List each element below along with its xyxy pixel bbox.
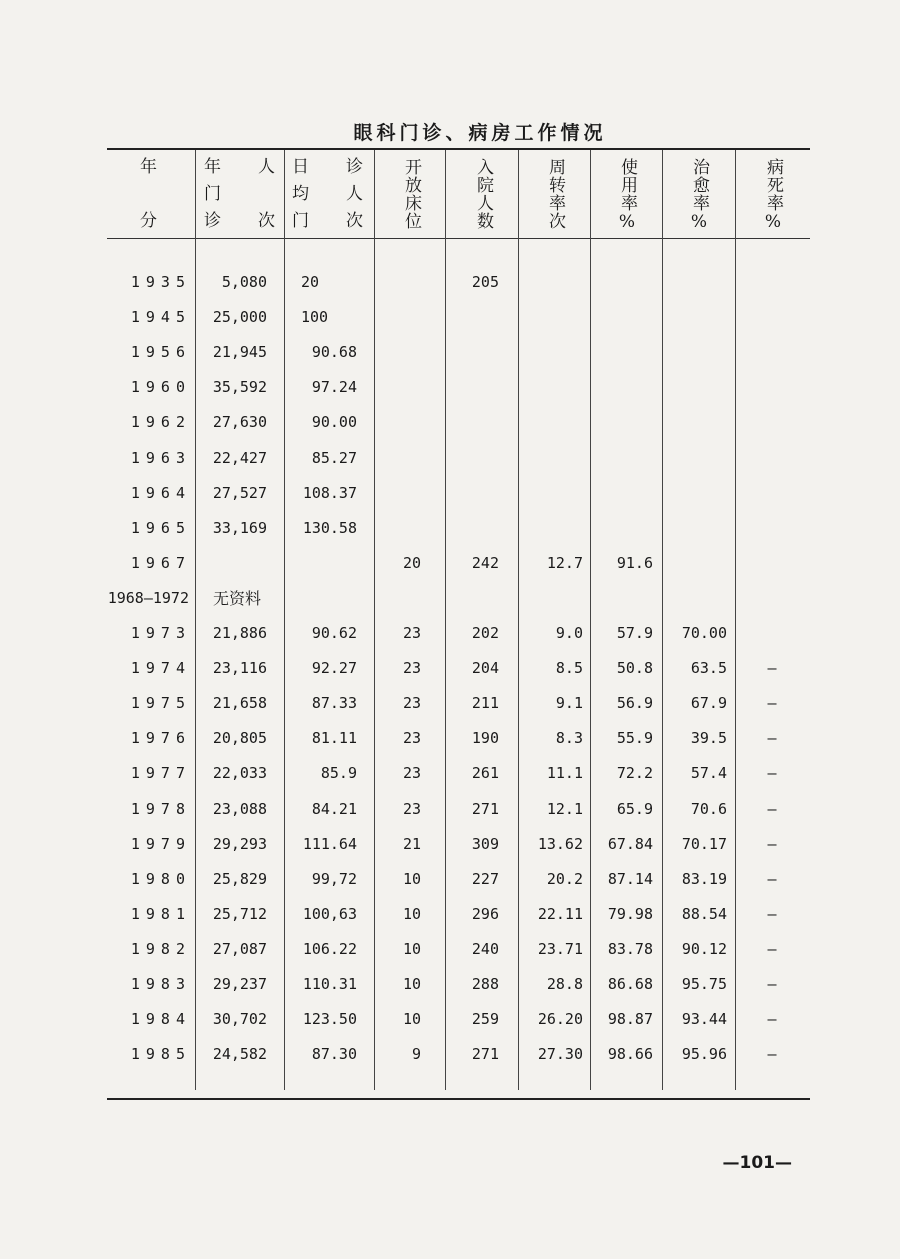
row-year: 1945 <box>130 308 191 327</box>
row-admissions <box>447 476 499 511</box>
table-row <box>107 721 810 756</box>
row-annual-outpatient: 无资料 <box>213 588 262 608</box>
row-year: 1983 <box>130 975 191 993</box>
row-admissions: 211 <box>471 694 499 713</box>
row-daily-outpatient: 106.22 <box>302 939 357 958</box>
row-cure: 70.6 <box>690 799 727 818</box>
table-row <box>107 581 810 616</box>
row-turnover <box>517 370 583 405</box>
row-admissions <box>447 441 499 476</box>
table-row <box>107 546 810 581</box>
row-death: — <box>767 799 777 818</box>
row-annual-outpatient: 20,805 <box>212 729 267 748</box>
row-death <box>757 476 787 511</box>
table-row <box>107 686 810 721</box>
table-row <box>107 300 810 335</box>
row-year: 1977 <box>130 764 191 783</box>
row-year: 1982 <box>130 939 191 958</box>
row-annual-outpatient: 35,592 <box>212 378 267 397</box>
row-open-beds: 23 <box>402 659 421 678</box>
row-annual-outpatient <box>199 546 267 581</box>
row-open-beds: 23 <box>402 694 421 713</box>
row-year: 1984 <box>130 1010 191 1029</box>
row-open-beds: 10 <box>402 869 421 888</box>
table-row <box>107 335 810 370</box>
row-year: 1974 <box>130 659 191 678</box>
row-daily-outpatient: 87.33 <box>311 694 357 713</box>
row-turnover <box>517 441 583 476</box>
row-year: 1976 <box>130 729 191 748</box>
row-usage: 50.8 <box>616 659 653 678</box>
row-year: 1979 <box>130 834 191 853</box>
table-row <box>107 967 810 1002</box>
row-usage <box>593 441 653 476</box>
row-annual-outpatient: 5,080 <box>221 273 267 291</box>
row-turnover: 11.1 <box>546 764 583 783</box>
row-cure <box>663 581 727 616</box>
row-open-beds <box>377 335 421 370</box>
row-year: 1978 <box>130 799 191 818</box>
row-annual-outpatient: 21,945 <box>212 343 267 362</box>
row-turnover: 9.0 <box>555 624 583 642</box>
row-usage: 79.98 <box>607 904 653 923</box>
row-cure <box>663 441 727 476</box>
row-cure <box>663 335 727 370</box>
table-row <box>107 265 810 300</box>
row-year: 1973 <box>130 624 191 642</box>
header-char: 次 <box>258 211 275 231</box>
row-annual-outpatient: 23,088 <box>212 799 267 818</box>
header-open-beds: 开放床位 <box>401 158 421 230</box>
row-daily-outpatient: 108.37 <box>302 483 357 502</box>
table-row <box>107 827 810 862</box>
row-cure: 95.96 <box>681 1045 727 1064</box>
row-cure: 70.00 <box>681 624 727 642</box>
row-year: 1967 <box>130 553 191 572</box>
row-turnover <box>517 405 583 440</box>
header-year-top: 年 <box>140 157 157 177</box>
row-year: 1981 <box>130 904 191 923</box>
row-open-beds: 23 <box>402 799 421 818</box>
row-usage: 86.68 <box>607 975 653 993</box>
row-admissions: 271 <box>471 1045 499 1064</box>
row-daily-outpatient: 92.27 <box>311 659 357 678</box>
row-death: — <box>767 975 777 993</box>
row-annual-outpatient: 27,527 <box>212 483 267 502</box>
row-open-beds <box>377 370 421 405</box>
row-usage <box>593 581 653 616</box>
row-usage <box>593 335 653 370</box>
row-annual-outpatient: 24,582 <box>212 1045 267 1064</box>
row-turnover: 9.1 <box>555 694 583 713</box>
row-open-beds: 23 <box>402 624 421 642</box>
row-daily-outpatient: 90.62 <box>311 624 357 642</box>
row-death <box>757 370 787 405</box>
row-cure <box>663 511 727 546</box>
row-usage <box>593 405 653 440</box>
row-admissions <box>447 581 499 616</box>
row-admissions: 205 <box>471 273 499 291</box>
row-turnover: 28.8 <box>546 975 583 993</box>
row-year: 1980 <box>130 869 191 888</box>
row-daily-outpatient: 99,72 <box>311 869 357 888</box>
row-death: — <box>767 834 777 853</box>
row-year: 1963 <box>130 448 191 467</box>
row-cure: 95.75 <box>681 975 727 993</box>
row-annual-outpatient: 25,000 <box>212 308 267 327</box>
row-turnover: 23.71 <box>537 939 583 958</box>
row-daily-outpatient: 100,63 <box>302 904 357 923</box>
row-usage: 98.87 <box>607 1010 653 1029</box>
row-daily-outpatient: 123.50 <box>302 1010 357 1029</box>
row-admissions: 240 <box>471 939 499 958</box>
row-death <box>757 441 787 476</box>
row-cure: 70.17 <box>681 834 727 853</box>
row-usage <box>593 511 653 546</box>
row-death <box>757 300 787 335</box>
row-admissions: 271 <box>471 799 499 818</box>
header-char: 诊 <box>346 157 363 177</box>
header-char: 人 <box>258 157 275 177</box>
page-title: 眼科门诊、病房工作情况 <box>353 122 607 144</box>
row-usage: 83.78 <box>607 939 653 958</box>
row-daily-outpatient: 111.64 <box>302 834 357 853</box>
row-daily-outpatient: 20 <box>301 273 320 291</box>
row-cure <box>663 300 727 335</box>
row-admissions: 259 <box>471 1010 499 1029</box>
row-cure <box>663 370 727 405</box>
row-turnover <box>517 335 583 370</box>
header-turnover: 周转率次 <box>545 158 565 230</box>
row-daily-outpatient: 100 <box>301 308 329 327</box>
table-row <box>107 511 810 546</box>
row-turnover <box>517 265 583 300</box>
row-usage: 72.2 <box>616 764 653 783</box>
row-usage: 91.6 <box>616 553 653 572</box>
row-open-beds <box>377 405 421 440</box>
header-char: 门 <box>204 184 221 204</box>
row-annual-outpatient: 21,658 <box>212 694 267 713</box>
row-admissions: 309 <box>471 834 499 853</box>
row-turnover: 26.20 <box>537 1010 583 1029</box>
row-daily-outpatient: 130.58 <box>302 518 357 537</box>
row-death <box>757 405 787 440</box>
row-daily-outpatient: 90.68 <box>311 343 357 362</box>
row-daily-outpatient <box>287 581 357 616</box>
row-cure: 57.4 <box>690 764 727 783</box>
row-admissions: 261 <box>471 764 499 783</box>
header-char: 均 <box>292 184 309 204</box>
row-turnover: 8.5 <box>555 659 583 678</box>
row-open-beds <box>377 300 421 335</box>
row-turnover <box>517 300 583 335</box>
row-turnover: 13.62 <box>537 834 583 853</box>
row-death: — <box>767 869 777 888</box>
row-open-beds <box>377 581 421 616</box>
row-turnover: 27.30 <box>537 1045 583 1064</box>
row-admissions: 202 <box>471 624 499 642</box>
row-annual-outpatient: 22,033 <box>212 764 267 783</box>
row-turnover <box>517 581 583 616</box>
row-turnover: 22.11 <box>537 904 583 923</box>
row-cure: 83.19 <box>681 869 727 888</box>
row-death <box>757 265 787 300</box>
header-char: 日 <box>292 157 309 177</box>
row-usage: 56.9 <box>616 694 653 713</box>
row-death <box>757 335 787 370</box>
header-char: 门 <box>292 211 309 231</box>
row-admissions: 288 <box>471 975 499 993</box>
row-usage: 57.9 <box>616 624 653 642</box>
row-year: 1968—1972 <box>107 588 189 607</box>
row-cure <box>663 476 727 511</box>
header-year-bottom: 分 <box>140 211 157 231</box>
row-year: 1935 <box>130 273 191 291</box>
header-char: 年 <box>204 157 221 177</box>
row-open-beds <box>377 441 421 476</box>
table-top-rule <box>107 148 810 150</box>
row-annual-outpatient: 29,293 <box>212 834 267 853</box>
row-annual-outpatient: 30,702 <box>212 1010 267 1029</box>
row-open-beds: 10 <box>402 1010 421 1029</box>
row-daily-outpatient: 110.31 <box>302 975 357 993</box>
row-year: 1975 <box>130 694 191 713</box>
row-turnover <box>517 476 583 511</box>
row-admissions: 190 <box>471 729 499 748</box>
row-death <box>757 581 787 616</box>
row-usage <box>593 476 653 511</box>
table-row <box>107 897 810 932</box>
row-cure: 93.44 <box>681 1010 727 1029</box>
row-open-beds <box>377 476 421 511</box>
row-annual-outpatient: 27,087 <box>212 939 267 958</box>
row-daily-outpatient: 97.24 <box>311 378 357 397</box>
row-usage <box>593 300 653 335</box>
header-admissions: 入院人数 <box>473 158 493 230</box>
row-annual-outpatient: 25,712 <box>212 904 267 923</box>
row-annual-outpatient: 21,886 <box>212 624 267 642</box>
header-cure: 治愈率% <box>689 158 709 233</box>
row-daily-outpatient: 85.9 <box>320 764 357 783</box>
row-annual-outpatient: 25,829 <box>212 869 267 888</box>
row-open-beds: 23 <box>402 729 421 748</box>
table-row <box>107 616 810 651</box>
row-death: — <box>767 904 777 923</box>
table-row <box>107 756 810 791</box>
table-row <box>107 792 810 827</box>
row-year: 1985 <box>130 1045 191 1064</box>
row-open-beds: 10 <box>402 939 421 958</box>
table-row <box>107 441 810 476</box>
row-open-beds <box>377 511 421 546</box>
header-death: 病死率% <box>763 158 783 233</box>
table-row <box>107 1002 810 1037</box>
header-char: 诊 <box>204 211 221 231</box>
row-year: 1964 <box>130 483 191 502</box>
header-char: 次 <box>346 211 363 231</box>
row-daily-outpatient: 81.11 <box>311 729 357 748</box>
row-death <box>757 616 787 651</box>
row-usage <box>593 265 653 300</box>
row-open-beds <box>377 265 421 300</box>
table-row <box>107 932 810 967</box>
row-death: — <box>767 694 777 713</box>
table-bottom-rule <box>107 1098 810 1100</box>
row-year: 1960 <box>130 378 191 397</box>
row-daily-outpatient: 85.27 <box>311 448 357 467</box>
header-usage: 使用率% <box>617 158 637 233</box>
row-admissions: 204 <box>471 659 499 678</box>
row-admissions <box>447 370 499 405</box>
row-death <box>757 511 787 546</box>
row-cure <box>663 265 727 300</box>
row-year: 1956 <box>130 343 191 362</box>
row-cure <box>663 546 727 581</box>
row-death: — <box>767 764 777 783</box>
row-death: — <box>767 1045 777 1064</box>
row-usage: 55.9 <box>616 729 653 748</box>
row-admissions: 296 <box>471 904 499 923</box>
row-admissions <box>447 300 499 335</box>
row-turnover: 12.7 <box>546 553 583 572</box>
row-annual-outpatient: 27,630 <box>212 413 267 432</box>
row-death: — <box>767 729 777 748</box>
row-usage: 67.84 <box>607 834 653 853</box>
row-annual-outpatient: 23,116 <box>212 659 267 678</box>
row-cure: 67.9 <box>690 694 727 713</box>
row-open-beds: 20 <box>402 553 421 572</box>
row-turnover: 20.2 <box>546 869 583 888</box>
row-open-beds: 23 <box>402 764 421 783</box>
header-char: 人 <box>346 184 363 204</box>
row-death <box>757 546 787 581</box>
row-usage: 87.14 <box>607 869 653 888</box>
row-usage: 65.9 <box>616 799 653 818</box>
table-row <box>107 405 810 440</box>
row-cure: 63.5 <box>690 659 727 678</box>
row-daily-outpatient: 84.21 <box>311 799 357 818</box>
row-annual-outpatient: 29,237 <box>212 975 267 993</box>
row-cure <box>663 405 727 440</box>
row-cure: 88.54 <box>681 904 727 923</box>
row-admissions: 227 <box>471 869 499 888</box>
row-year: 1965 <box>130 518 191 537</box>
row-usage: 98.66 <box>607 1045 653 1064</box>
row-admissions <box>447 405 499 440</box>
row-open-beds: 21 <box>402 834 421 853</box>
table-row <box>107 651 810 686</box>
table-row <box>107 862 810 897</box>
row-death: — <box>767 1010 777 1029</box>
row-open-beds: 10 <box>402 975 421 993</box>
row-annual-outpatient: 22,427 <box>212 448 267 467</box>
row-admissions <box>447 335 499 370</box>
row-daily-outpatient: 90.00 <box>311 413 357 432</box>
row-cure: 39.5 <box>690 729 727 748</box>
row-daily-outpatient <box>287 546 357 581</box>
table-row <box>107 476 810 511</box>
row-admissions: 242 <box>471 553 499 572</box>
row-admissions <box>447 511 499 546</box>
row-open-beds: 9 <box>411 1045 421 1064</box>
row-usage <box>593 370 653 405</box>
row-turnover <box>517 511 583 546</box>
row-death: — <box>767 939 777 958</box>
row-cure: 90.12 <box>681 939 727 958</box>
table-row <box>107 370 810 405</box>
page-number: —101— <box>722 1153 792 1173</box>
row-turnover: 12.1 <box>546 799 583 818</box>
row-death: — <box>767 659 777 678</box>
row-daily-outpatient: 87.30 <box>311 1045 357 1064</box>
table-row <box>107 1037 810 1072</box>
row-open-beds: 10 <box>402 904 421 923</box>
row-turnover: 8.3 <box>555 729 583 748</box>
row-annual-outpatient: 33,169 <box>212 518 267 537</box>
table-header-rule <box>107 238 810 239</box>
row-year: 1962 <box>130 413 191 432</box>
